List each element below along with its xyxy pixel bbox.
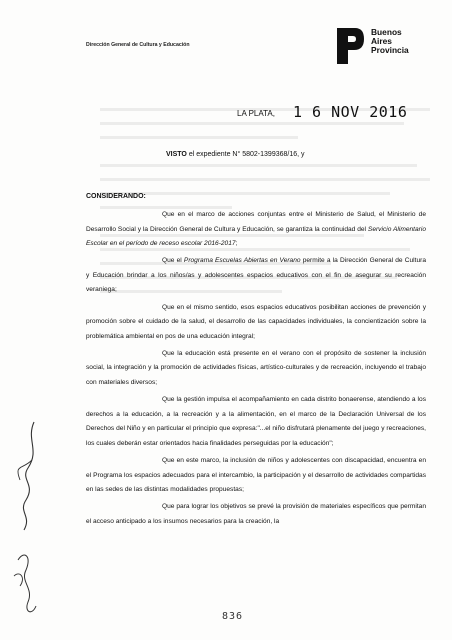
document-body [86, 208, 426, 532]
margin-signature [6, 420, 46, 620]
considerando-heading: CONSIDERANDO: [86, 193, 146, 200]
paragraph: Que en el marco de acciones conjuntas entre el Ministerio de Salud, el Ministerio de Desarrollo Social y la Dirección General de Cultura y Educación, se garantiza la continuidad del Servicio Alimentario Escolar en el período de receso escolar 2016-2017; [86, 211, 426, 248]
paragraph: Que en el mismo sentido, esos espacios educativos posibilitan acciones de prevención y promoción sobre el cuidado de la salud, el desarrollo de las capacidades individuales, la concientización sobre la problemática ambiental en pos de una educación integral; [86, 303, 426, 340]
paragraph: Que para lograr los objetivos se prevé la provisión de materiales específicos que permitan el acceso anticipado a los insumos necesarios para la creación, la [86, 503, 426, 525]
province-logo [333, 26, 433, 68]
visto-label: VISTO [166, 151, 187, 158]
visto-text: el expediente N° 5802-1399368/16, y [188, 151, 305, 158]
department-header: Dirección General de Cultura y Educación [86, 42, 190, 48]
paragraph: Que la gestión impulsa el acompañamiento en cada distrito bonaerense, atendiendo a los derechos a la educación, a la recreación y a la alimentación, en el marco de la Declaración Universal de los Derechos del Niño y en particular el principio que expresa:"...el niño disfrutará plenamente del juego y recreaciones, los cuales deberán estar orientados hacia finalidades perseguidas por la educación"; [86, 396, 426, 447]
province-logo-mark [333, 26, 367, 66]
province-logo-text: Buenos Aires Provincia [371, 27, 409, 55]
visto-line [166, 151, 305, 158]
date-stamp: 1 6 NOV 2016 [293, 103, 408, 121]
page-number: 836 [222, 611, 244, 622]
place-label: LA PLATA, [237, 109, 275, 118]
paragraph: Que el Programa Escuelas Abiertas en Verano permite a la Dirección General de Cultura y Educación brindar a los niños/as y adolescentes espacios educativos con el fin de asegurar su recreación veraniega; [86, 257, 426, 294]
paragraph: Que en este marco, la inclusión de niños y adolescentes con discapacidad, encuentra en el Programa los espacios adecuados para el intercambio, la participación y el desarrollo de actividades compartidas en las sedes de las distintas modalidades propuestas; [86, 457, 426, 494]
paragraph: Que la educación está presente en el verano con el propósito de sostener la inclusión social, la integración y la promoción de actividades físicas, artístico-culturales y de recreación, incluyendo el trabajo con materiales diversos; [86, 349, 426, 387]
